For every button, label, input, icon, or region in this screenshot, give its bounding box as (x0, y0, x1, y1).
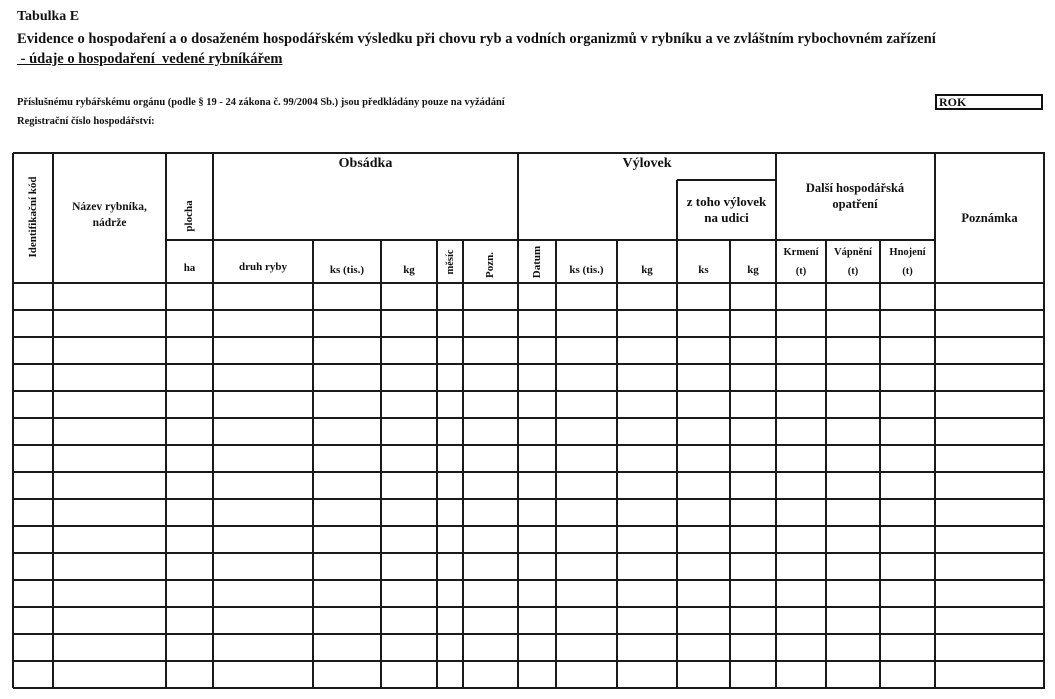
table-cell[interactable] (827, 608, 879, 633)
table-cell[interactable] (936, 284, 1043, 309)
table-cell[interactable] (167, 554, 212, 579)
table-cell[interactable] (678, 392, 729, 417)
table-cell[interactable] (881, 419, 934, 444)
header-feeding (776, 240, 826, 283)
table-cell[interactable] (936, 500, 1043, 525)
table-cell[interactable] (678, 338, 729, 363)
table-cell[interactable] (464, 554, 517, 579)
table-cell[interactable] (827, 500, 879, 525)
table-cell[interactable] (731, 662, 775, 687)
table-cell[interactable] (314, 608, 380, 633)
table-cell[interactable] (519, 581, 555, 606)
table-cell[interactable] (881, 446, 934, 471)
table-cell[interactable] (54, 311, 165, 336)
table-cell[interactable] (438, 608, 462, 633)
table-cell[interactable] (827, 581, 879, 606)
table-cell[interactable] (464, 608, 517, 633)
table-cell[interactable] (618, 446, 676, 471)
header-liming (826, 240, 880, 283)
table-cell[interactable] (314, 662, 380, 687)
table-cell[interactable] (777, 365, 825, 390)
header-stocking: Obsádka (338, 156, 393, 171)
table-cell[interactable] (382, 554, 436, 579)
table-cell[interactable] (14, 419, 52, 444)
table-cell[interactable] (731, 419, 775, 444)
table-cell[interactable] (382, 527, 436, 552)
table-cell[interactable] (881, 527, 934, 552)
table-cell[interactable] (214, 635, 312, 660)
table-cell[interactable] (382, 338, 436, 363)
table-cell[interactable] (167, 392, 212, 417)
header-stocking-remark: Pozn. (484, 252, 496, 278)
header-harvest-kg: kg (641, 264, 653, 276)
table-cell[interactable] (214, 527, 312, 552)
table-cell[interactable] (214, 392, 312, 417)
table-cell[interactable] (777, 608, 825, 633)
table-cell[interactable] (464, 500, 517, 525)
table-cell[interactable] (382, 635, 436, 660)
table-cell[interactable] (214, 554, 312, 579)
table-cell[interactable] (827, 446, 879, 471)
table-cell[interactable] (214, 284, 312, 309)
table-cell[interactable] (827, 473, 879, 498)
submission-note: Příslušnému rybářskému orgánu (podle § 19 - 24 zákona č. 99/2004 Sb.) jsou předkládány pouze na vyžádání (17, 97, 505, 108)
table-cell[interactable] (382, 473, 436, 498)
table-cell[interactable] (54, 608, 165, 633)
table-cell[interactable] (519, 446, 555, 471)
table-cell[interactable] (618, 419, 676, 444)
table-cell[interactable] (54, 635, 165, 660)
table-cell[interactable] (881, 338, 934, 363)
table-cell[interactable] (618, 338, 676, 363)
table-cell[interactable] (557, 527, 616, 552)
table-cell[interactable] (54, 473, 165, 498)
table-cell[interactable] (936, 554, 1043, 579)
table-cell[interactable] (936, 392, 1043, 417)
table-cell[interactable] (936, 635, 1043, 660)
grid-line (677, 179, 776, 181)
table-cell[interactable] (464, 365, 517, 390)
table-cell[interactable] (464, 635, 517, 660)
table-cell[interactable] (314, 392, 380, 417)
table-cell[interactable] (14, 338, 52, 363)
table-cell[interactable] (438, 581, 462, 606)
table-cell[interactable] (14, 527, 52, 552)
table-cell[interactable] (167, 311, 212, 336)
table-cell[interactable] (777, 662, 825, 687)
table-cell[interactable] (777, 311, 825, 336)
table-cell[interactable] (881, 581, 934, 606)
table-cell[interactable] (214, 581, 312, 606)
table-cell[interactable] (464, 581, 517, 606)
table-cell[interactable] (557, 581, 616, 606)
table-cell[interactable] (678, 284, 729, 309)
table-cell[interactable] (618, 527, 676, 552)
table-cell[interactable] (777, 581, 825, 606)
table-cell[interactable] (881, 662, 934, 687)
table-cell[interactable] (14, 446, 52, 471)
table-cell[interactable] (464, 473, 517, 498)
table-cell[interactable] (438, 392, 462, 417)
table-cell[interactable] (519, 662, 555, 687)
table-cell[interactable] (438, 527, 462, 552)
table-cell[interactable] (438, 500, 462, 525)
table-cell[interactable] (731, 392, 775, 417)
table-cell[interactable] (777, 500, 825, 525)
table-cell[interactable] (438, 473, 462, 498)
table-cell[interactable] (314, 284, 380, 309)
table-cell[interactable] (881, 554, 934, 579)
table-cell[interactable] (438, 446, 462, 471)
header-fertilizing (880, 240, 935, 283)
table-cell[interactable] (382, 581, 436, 606)
header-other-measures: Další hospodářská opatření (805, 181, 905, 211)
table-cell[interactable] (777, 473, 825, 498)
header-remark: Poznámka (961, 211, 1018, 225)
table-cell[interactable] (54, 446, 165, 471)
table-cell[interactable] (881, 635, 934, 660)
year-field[interactable]: ROK (935, 94, 1043, 110)
table-cell[interactable] (557, 419, 616, 444)
table-cell[interactable] (557, 662, 616, 687)
table-cell[interactable] (167, 419, 212, 444)
table-cell[interactable] (618, 635, 676, 660)
table-cell[interactable] (314, 527, 380, 552)
table-cell[interactable] (382, 662, 436, 687)
table-cell[interactable] (54, 392, 165, 417)
table-cell[interactable] (519, 284, 555, 309)
table-cell[interactable] (464, 311, 517, 336)
header-angling: z toho výlovek na udici (686, 194, 767, 225)
table-cell[interactable] (618, 500, 676, 525)
table-cell[interactable] (557, 635, 616, 660)
table-cell[interactable] (678, 527, 729, 552)
table-cell[interactable] (519, 338, 555, 363)
table-cell[interactable] (881, 284, 934, 309)
table-cell[interactable] (438, 284, 462, 309)
table-cell[interactable] (678, 419, 729, 444)
table-cell[interactable] (678, 581, 729, 606)
table-cell[interactable] (464, 392, 517, 417)
document-title: Evidence o hospodaření a o dosaženém hospodářském výsledku při chovu ryb a vodních organizmů v rybníku a ve zvláštním rybochovném zařízení (17, 31, 936, 47)
table-cell[interactable] (438, 311, 462, 336)
table-cell[interactable] (519, 365, 555, 390)
table-cell[interactable] (678, 635, 729, 660)
table-cell[interactable] (464, 284, 517, 309)
table-cell[interactable] (731, 338, 775, 363)
table-border (13, 687, 1045, 690)
header-harvest-pieces: ks (tis.) (569, 264, 604, 276)
table-cell[interactable] (777, 392, 825, 417)
table-cell[interactable] (731, 554, 775, 579)
table-cell[interactable] (314, 365, 380, 390)
table-cell[interactable] (167, 365, 212, 390)
table-cell[interactable] (167, 473, 212, 498)
header-fertilizing-unit: (t) (902, 265, 913, 277)
table-cell[interactable] (519, 608, 555, 633)
table-cell[interactable] (382, 311, 436, 336)
table-cell[interactable] (54, 338, 165, 363)
table-cell[interactable] (54, 662, 165, 687)
table-cell[interactable] (464, 446, 517, 471)
table-cell[interactable] (14, 392, 52, 417)
table-cell[interactable] (519, 473, 555, 498)
table-cell[interactable] (557, 473, 616, 498)
table-cell[interactable] (618, 608, 676, 633)
table-border (13, 152, 1045, 155)
table-cell[interactable] (14, 554, 52, 579)
table-cell[interactable] (731, 473, 775, 498)
header-feeding-label: Krmení (783, 246, 819, 258)
table-cell[interactable] (618, 581, 676, 606)
table-cell[interactable] (881, 365, 934, 390)
table-cell[interactable] (54, 365, 165, 390)
table-cell[interactable] (167, 581, 212, 606)
table-cell[interactable] (314, 554, 380, 579)
table-cell[interactable] (557, 554, 616, 579)
table-cell[interactable] (54, 284, 165, 309)
table-cell[interactable] (827, 662, 879, 687)
table-cell[interactable] (214, 311, 312, 336)
table-cell[interactable] (881, 392, 934, 417)
table-label: Tabulka E (17, 9, 80, 24)
header-identification-code: Identifikační kód (27, 176, 39, 258)
registration-number-label: Registrační číslo hospodářství: (17, 116, 155, 127)
table-cell[interactable] (54, 554, 165, 579)
table-cell[interactable] (314, 311, 380, 336)
table-cell[interactable] (731, 581, 775, 606)
table-cell[interactable] (54, 500, 165, 525)
header-stocking-month: měsíc (444, 249, 456, 275)
table-cell[interactable] (777, 527, 825, 552)
table-cell[interactable] (14, 581, 52, 606)
table-cell[interactable] (618, 392, 676, 417)
table-cell[interactable] (382, 500, 436, 525)
table-cell[interactable] (464, 662, 517, 687)
table-cell[interactable] (827, 311, 879, 336)
table-cell[interactable] (618, 473, 676, 498)
table-cell[interactable] (936, 662, 1043, 687)
header-liming-label: Vápnění (834, 246, 872, 258)
table-cell[interactable] (438, 635, 462, 660)
table-cell[interactable] (519, 500, 555, 525)
table-cell[interactable] (314, 581, 380, 606)
table-cell[interactable] (618, 284, 676, 309)
table-cell[interactable] (438, 554, 462, 579)
table-cell[interactable] (382, 419, 436, 444)
table-cell[interactable] (382, 365, 436, 390)
table-cell[interactable] (214, 338, 312, 363)
table-cell[interactable] (314, 635, 380, 660)
header-harvest-date: Datum (531, 245, 543, 279)
table-cell[interactable] (731, 527, 775, 552)
table-cell[interactable] (214, 500, 312, 525)
table-cell[interactable] (731, 608, 775, 633)
header-stocking-kg: kg (403, 264, 415, 276)
table-cell[interactable] (731, 635, 775, 660)
table-cell[interactable] (936, 581, 1043, 606)
table-cell[interactable] (14, 311, 52, 336)
table-cell[interactable] (167, 527, 212, 552)
table-cell[interactable] (557, 284, 616, 309)
header-stocking-pieces: ks (tis.) (329, 264, 365, 276)
table-cell[interactable] (881, 473, 934, 498)
table-cell[interactable] (214, 365, 312, 390)
header-fertilizing-label: Hnojení (889, 246, 926, 258)
table-cell[interactable] (827, 554, 879, 579)
table-cell[interactable] (314, 473, 380, 498)
table-cell[interactable] (54, 419, 165, 444)
header-area-unit: ha (183, 262, 196, 274)
table-cell[interactable] (678, 446, 729, 471)
header-pond-name: Název rybníka, nádrže (72, 201, 147, 229)
table-cell[interactable] (618, 365, 676, 390)
document-subtitle: - údaje o hospodaření vedené rybníkářem (17, 51, 283, 67)
table-cell[interactable] (382, 284, 436, 309)
table-cell[interactable] (14, 473, 52, 498)
table-cell[interactable] (519, 392, 555, 417)
table-cell[interactable] (557, 446, 616, 471)
header-angling-kg: kg (747, 264, 759, 276)
table-cell[interactable] (827, 392, 879, 417)
table-cell[interactable] (167, 662, 212, 687)
table-cell[interactable] (14, 500, 52, 525)
table-cell[interactable] (936, 419, 1043, 444)
table-cell[interactable] (618, 554, 676, 579)
table-cell[interactable] (678, 473, 729, 498)
table-cell[interactable] (382, 608, 436, 633)
table-cell[interactable] (936, 473, 1043, 498)
header-stocking-species: druh ryby (239, 261, 287, 273)
table-cell[interactable] (167, 635, 212, 660)
table-cell[interactable] (438, 338, 462, 363)
grid-line (166, 239, 935, 241)
table-cell[interactable] (214, 419, 312, 444)
table-cell[interactable] (936, 338, 1043, 363)
table-cell[interactable] (167, 446, 212, 471)
table-cell[interactable] (464, 419, 517, 444)
table-cell[interactable] (314, 419, 380, 444)
header-harvest: Výlovek (622, 156, 672, 171)
table-cell[interactable] (731, 500, 775, 525)
table-cell[interactable] (557, 338, 616, 363)
table-cell[interactable] (519, 527, 555, 552)
table-cell[interactable] (557, 365, 616, 390)
table-cell[interactable] (214, 446, 312, 471)
table-cell[interactable] (167, 284, 212, 309)
table-cell[interactable] (557, 500, 616, 525)
table-cell[interactable] (438, 365, 462, 390)
table-cell[interactable] (731, 284, 775, 309)
table-cell[interactable] (438, 419, 462, 444)
table-cell[interactable] (167, 608, 212, 633)
table-cell[interactable] (678, 554, 729, 579)
table-cell[interactable] (519, 554, 555, 579)
header-feeding-unit: (t) (795, 265, 807, 277)
table-cell[interactable] (731, 365, 775, 390)
table-cell[interactable] (167, 500, 212, 525)
table-cell[interactable] (827, 365, 879, 390)
table-cell[interactable] (827, 527, 879, 552)
table-cell[interactable] (214, 608, 312, 633)
table-cell[interactable] (214, 473, 312, 498)
table-cell[interactable] (777, 419, 825, 444)
table-cell[interactable] (382, 446, 436, 471)
table-cell[interactable] (54, 581, 165, 606)
table-cell[interactable] (438, 662, 462, 687)
table-cell[interactable] (14, 608, 52, 633)
table-cell[interactable] (314, 500, 380, 525)
table-cell[interactable] (314, 446, 380, 471)
table-cell[interactable] (827, 284, 879, 309)
table-cell[interactable] (827, 635, 879, 660)
table-cell[interactable] (464, 527, 517, 552)
table-cell[interactable] (936, 365, 1043, 390)
table-cell[interactable] (519, 635, 555, 660)
table-cell[interactable] (54, 527, 165, 552)
table-cell[interactable] (382, 392, 436, 417)
table-cell[interactable] (557, 392, 616, 417)
table-cell[interactable] (14, 662, 52, 687)
table-cell[interactable] (936, 608, 1043, 633)
table-cell[interactable] (731, 311, 775, 336)
table-cell[interactable] (678, 500, 729, 525)
table-cell[interactable] (214, 662, 312, 687)
table-cell[interactable] (777, 338, 825, 363)
table-cell[interactable] (827, 419, 879, 444)
table-cell[interactable] (618, 662, 676, 687)
table-cell[interactable] (936, 527, 1043, 552)
table-cell[interactable] (678, 608, 729, 633)
table-cell[interactable] (777, 554, 825, 579)
table-cell[interactable] (464, 338, 517, 363)
table-cell[interactable] (678, 365, 729, 390)
table-cell[interactable] (777, 635, 825, 660)
table-cell[interactable] (731, 446, 775, 471)
header-area: plocha (183, 200, 195, 232)
table-cell[interactable] (519, 419, 555, 444)
table-cell[interactable] (881, 608, 934, 633)
table-cell[interactable] (618, 311, 676, 336)
table-cell[interactable] (678, 662, 729, 687)
table-cell[interactable] (519, 311, 555, 336)
table-cell[interactable] (777, 284, 825, 309)
table-cell[interactable] (14, 365, 52, 390)
table-cell[interactable] (678, 311, 729, 336)
table-cell[interactable] (936, 446, 1043, 471)
table-cell[interactable] (557, 311, 616, 336)
header-liming-unit: (t) (847, 265, 859, 277)
table-cell[interactable] (557, 608, 616, 633)
table-cell[interactable] (827, 338, 879, 363)
table-cell[interactable] (881, 311, 934, 336)
table-cell[interactable] (314, 338, 380, 363)
table-cell[interactable] (14, 635, 52, 660)
table-cell[interactable] (167, 338, 212, 363)
table-cell[interactable] (777, 446, 825, 471)
header-angling-pieces: ks (698, 264, 709, 276)
table-cell[interactable] (936, 311, 1043, 336)
table-cell[interactable] (881, 500, 934, 525)
table-cell[interactable] (14, 284, 52, 309)
